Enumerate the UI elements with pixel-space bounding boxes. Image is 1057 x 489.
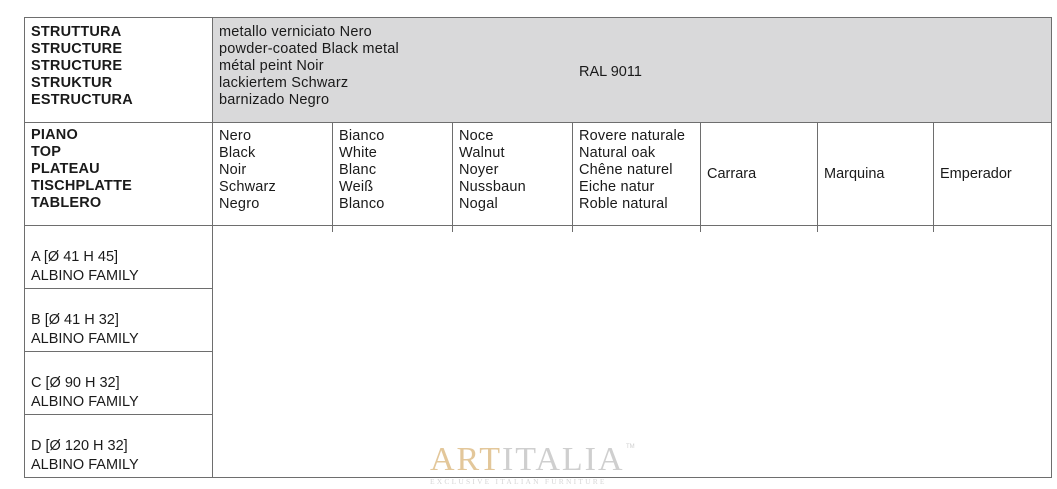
finish-bianco-de: Weiß — [339, 179, 374, 195]
product-row-a — [31, 248, 139, 286]
structure-label-es: ESTRUCTURA — [31, 92, 133, 108]
finish-nero-en: Black — [219, 145, 256, 161]
structure-desc-fr: métal peint Noir — [219, 58, 324, 74]
finish-noce-en: Walnut — [459, 145, 505, 161]
logo-tagline: EXCLUSIVE ITALIAN FURNITURE — [430, 477, 607, 486]
structure-desc-it: metallo verniciato Nero — [219, 24, 372, 40]
finish-nero — [219, 128, 276, 213]
product-family-a: ALBINO FAMILY — [31, 268, 139, 284]
structure-descriptions — [219, 24, 399, 109]
product-family-c: ALBINO FAMILY — [31, 394, 139, 410]
product-family-d: ALBINO FAMILY — [31, 457, 139, 473]
structure-desc-en: powder-coated Black metal — [219, 41, 399, 57]
finish-rovere-es: Roble natural — [579, 196, 668, 212]
finish-bianco — [339, 128, 385, 213]
structure-desc-de: lackiertem Schwarz — [219, 75, 349, 91]
finish-rovere-it: Rovere naturale — [579, 128, 686, 144]
logo-italia: ITALIA — [501, 441, 625, 478]
finish-noce-fr: Noyer — [459, 162, 499, 178]
finish-bianco-es: Blanco — [339, 196, 385, 212]
product-code-b: B [Ø 41 H 32] — [31, 312, 119, 328]
product-code-c: C [Ø 90 H 32] — [31, 375, 120, 391]
logo-wordmark — [430, 442, 625, 478]
finish-nero-es: Negro — [219, 196, 260, 212]
top-label-en: TOP — [31, 144, 62, 160]
top-label-de: TISCHPLATTE — [31, 178, 133, 194]
finish-rovere — [579, 128, 685, 213]
product-row-d — [31, 437, 139, 475]
marble-emperador: Emperador — [940, 166, 1012, 182]
artitalia-logo — [430, 442, 640, 486]
logo-art: ART — [430, 441, 502, 478]
product-code-d: D [Ø 120 H 32] — [31, 438, 128, 454]
structure-desc-es: barnizado Negro — [219, 92, 330, 108]
finish-nero-de: Schwarz — [219, 179, 276, 195]
top-labels — [31, 127, 132, 212]
finish-noce-de: Nussbaun — [459, 179, 526, 195]
top-label-fr: PLATEAU — [31, 161, 100, 177]
product-row-c — [31, 374, 139, 412]
finish-rovere-fr: Chêne naturel — [579, 162, 673, 178]
structure-labels — [31, 24, 133, 109]
marble-marquina: Marquina — [824, 166, 885, 182]
marble-carrara: Carrara — [707, 166, 757, 182]
top-label-es: TABLERO — [31, 195, 102, 211]
finish-bianco-en: White — [339, 145, 378, 161]
structure-label-it: STRUTTURA — [31, 24, 122, 40]
logo-trademark: TM — [626, 444, 635, 450]
ral-code: RAL 9011 — [579, 64, 642, 80]
finish-bianco-fr: Blanc — [339, 162, 377, 178]
product-family-b: ALBINO FAMILY — [31, 331, 139, 347]
finish-noce-it: Noce — [459, 128, 494, 144]
finish-nero-fr: Noir — [219, 162, 247, 178]
structure-label-en: STRUCTURE — [31, 41, 123, 57]
finish-rovere-de: Eiche natur — [579, 179, 655, 195]
finish-nero-it: Nero — [219, 128, 252, 144]
structure-label-fr: STRUCTURE — [31, 58, 123, 74]
product-code-a: A [Ø 41 H 45] — [31, 249, 119, 265]
finish-rovere-en: Natural oak — [579, 145, 656, 161]
finish-bianco-it: Bianco — [339, 128, 385, 144]
top-label-it: PIANO — [31, 127, 78, 143]
finish-noce-es: Nogal — [459, 196, 498, 212]
product-row-b — [31, 311, 139, 349]
finish-noce — [459, 128, 526, 213]
structure-label-de: STRUKTUR — [31, 75, 113, 91]
